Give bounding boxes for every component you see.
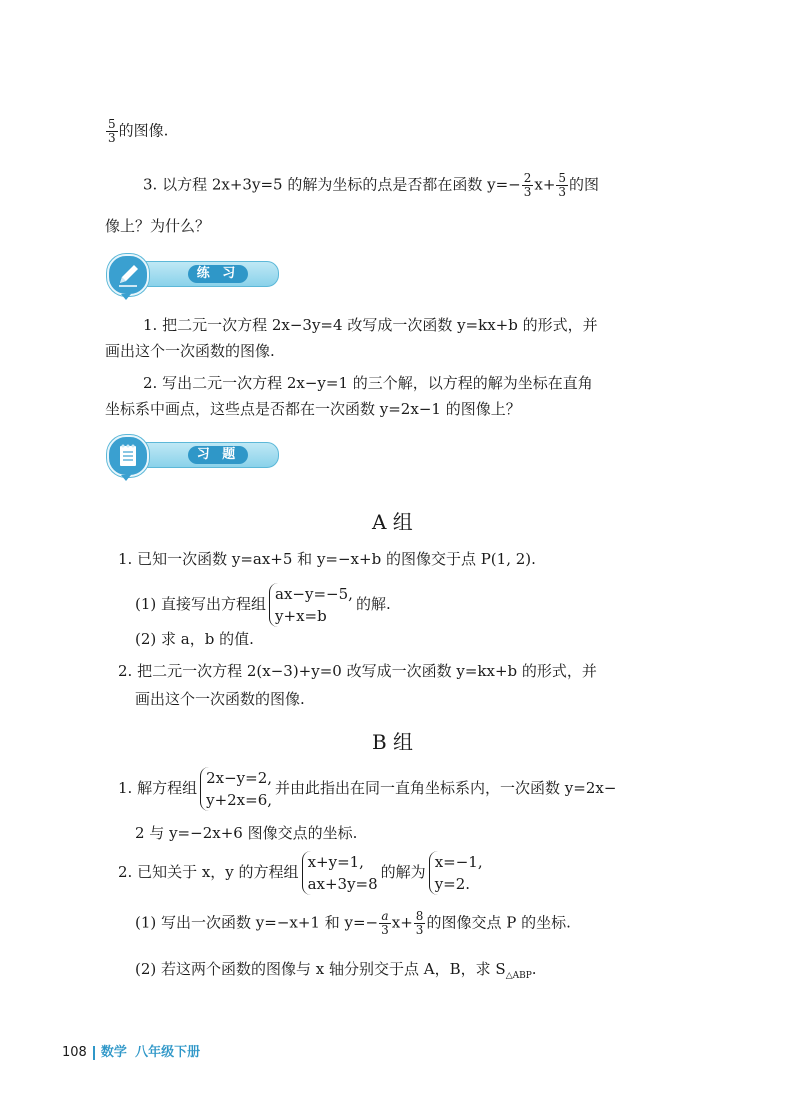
page-footer bbox=[62, 1041, 200, 1060]
exercise-b1-line2: 2 与 y=−2x+6 图像交点的坐标. bbox=[135, 824, 358, 842]
exercise-b2 bbox=[118, 851, 486, 895]
equation-system: 2x−y=2, y+2x=6, bbox=[200, 767, 272, 811]
part-text: 并由此指出在同一直角坐标系内，一次函数 y=2x− bbox=[275, 779, 617, 797]
part-text: (1) 写出一次函数 y=−x+1 和 y=− bbox=[135, 913, 379, 932]
part-text: 的图像交点 P 的坐标. bbox=[426, 913, 571, 932]
fraction: $\frac{5}{3}$ bbox=[108, 117, 116, 145]
question-text: 的图 bbox=[569, 175, 600, 194]
solution-system: x=−1, y=2. bbox=[429, 851, 483, 895]
banner-pill bbox=[127, 261, 279, 287]
exercise-b2-part1 bbox=[135, 910, 571, 937]
equation-system: ax−y=−5, y+x=b bbox=[269, 583, 353, 627]
part-text: 的解. bbox=[355, 595, 391, 613]
part-text: x+ bbox=[391, 913, 413, 932]
footer-grade: 八年级下册 bbox=[135, 1045, 201, 1060]
equation-system: x+y=1, ax+3y=8 bbox=[302, 851, 378, 895]
fraction: $\frac{a}{3}$ bbox=[381, 909, 389, 937]
question-number: 3. bbox=[143, 175, 158, 194]
question-3 bbox=[143, 172, 599, 199]
footer-subject: 数学 bbox=[100, 1045, 127, 1060]
pencil-icon bbox=[107, 254, 149, 296]
exercise-a1: 1. 已知一次函数 y=ax+5 和 y=−x+b 的图像交于点 P(1, 2). bbox=[118, 550, 536, 568]
banner-pointer bbox=[121, 475, 131, 481]
part-text: (2) 若这两个函数的图像与 x 轴分别交于点 A，B，求 S bbox=[135, 960, 506, 978]
page-number: 108 bbox=[62, 1045, 87, 1060]
banner-pill bbox=[127, 442, 279, 468]
practice-1-line1: 1. 把二元一次方程 2x−3y=4 改写成一次函数 y=kx+b 的形式，并 bbox=[143, 316, 598, 334]
practice-2-line2: 坐标系中画点，这些点是否都在一次函数 y=2x−1 的图像上？ bbox=[105, 400, 521, 418]
exercise-a2-line1: 2. 把二元一次方程 2(x−3)+y=0 改写成一次函数 y=kx+b 的形式，并 bbox=[118, 662, 597, 680]
fraction: $\frac{2}{3}$ bbox=[523, 171, 532, 199]
part-text: 1. 解方程组 bbox=[118, 779, 198, 797]
banner-pointer bbox=[121, 294, 131, 300]
part-text: 2. 已知关于 x，y 的方程组 bbox=[118, 863, 299, 881]
banner-label: 练 习 bbox=[188, 265, 248, 283]
banner-label: 习 题 bbox=[188, 446, 248, 464]
exercise-banner bbox=[107, 435, 277, 473]
subscript: △ABP bbox=[505, 971, 532, 981]
notebook-icon bbox=[107, 435, 149, 477]
group-b-title: B 组 bbox=[372, 730, 414, 754]
continuation-line bbox=[105, 118, 168, 145]
exercise-a2-line2: 画出这个一次函数的图像. bbox=[135, 690, 305, 708]
practice-2-line1: 2. 写出二元一次方程 2x−y=1 的三个解，以方程的解为坐标在直角 bbox=[143, 374, 593, 392]
continuation-text: 的图像. bbox=[118, 121, 169, 140]
practice-1-line2: 画出这个一次函数的图像. bbox=[105, 342, 275, 360]
exercise-b2-part2 bbox=[135, 958, 537, 981]
question-3-line2: 像上？为什么？ bbox=[105, 217, 211, 235]
footer-divider bbox=[93, 1046, 95, 1060]
group-a-title: A 组 bbox=[372, 510, 413, 534]
part-text: . bbox=[531, 960, 537, 978]
practice-banner bbox=[107, 254, 277, 292]
exercise-a1-part1 bbox=[135, 583, 391, 627]
exercise-a1-part2: (2) 求 a，b 的值. bbox=[135, 630, 254, 648]
exercise-b1 bbox=[118, 767, 616, 811]
question-text: x+ bbox=[534, 175, 556, 194]
part-text: (1) 直接写出方程组 bbox=[135, 595, 267, 613]
fraction: $\frac{5}{3}$ bbox=[558, 171, 567, 199]
part-text: 的解为 bbox=[380, 863, 426, 881]
question-text: 以方程 2x+3y=5 的解为坐标的点是否都在函数 y=− bbox=[162, 175, 521, 194]
fraction: $\frac{8}{3}$ bbox=[415, 909, 424, 937]
